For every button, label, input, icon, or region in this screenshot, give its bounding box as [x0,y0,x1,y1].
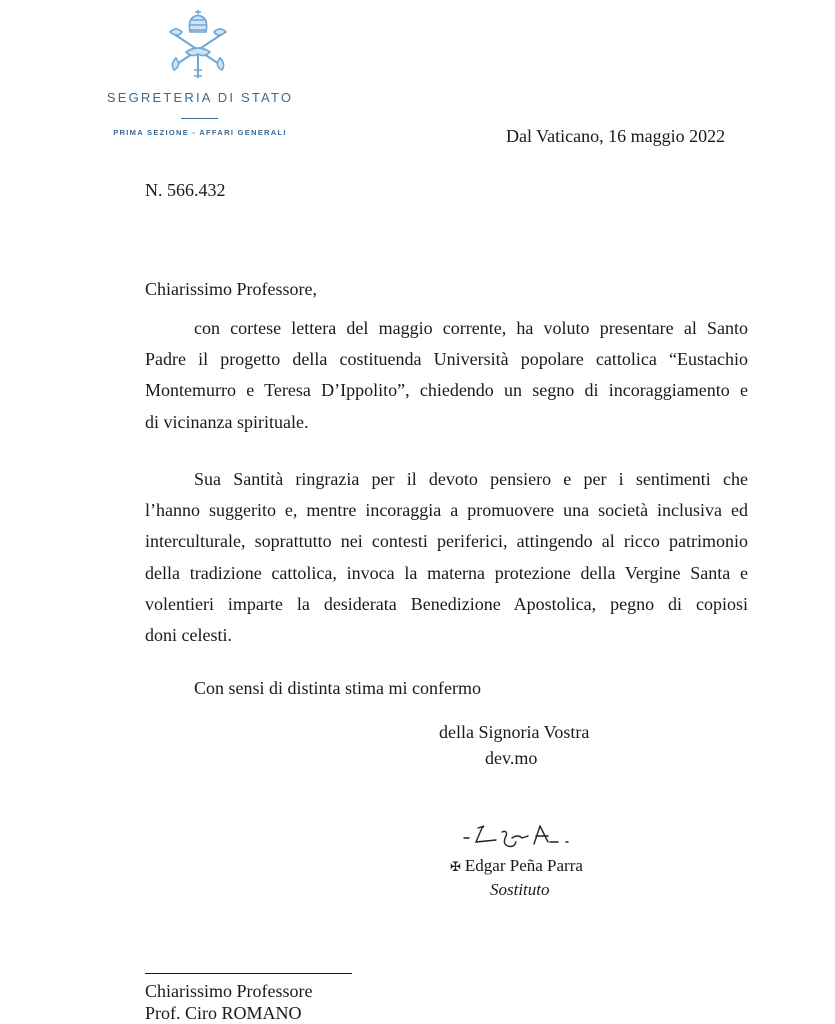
closing-line: Con sensi di distinta stima mi confermo [194,678,481,698]
signatory-name [450,856,583,876]
text-line: volentieri imparte la desiderata Benedizione Apostolica, pegno di copiosi [145,593,748,614]
date-line: Dal Vaticano, 16 maggio 2022 [506,126,726,146]
text-line: interculturale, soprattutto nei contesti periferici, attingendo al ricco patrimonio [145,531,748,552]
signoff-line-2: dev.mo [485,748,538,768]
signatory-name-text: Edgar Peña Parra [464,856,583,875]
text-line: l’hanno suggerito e, mentre incoraggia a promuovere una società inclusiva ed [145,500,748,521]
text-line: doni celesti. [145,624,232,645]
text-line: con cortese lettera del maggio corrente, ha voluto presentare al Santo [194,318,748,338]
text-line: Montemurro e Teresa D’Ippolito”, chiedendo un segno di incoraggiamento e [145,380,748,401]
maltese-cross-icon: ✠ [450,859,461,874]
handwritten-signature-icon [462,822,622,852]
salutation: Chiarissimo Professore, [145,279,317,299]
signatory-title: Sostituto [490,880,550,899]
addressee-divider [145,973,352,974]
addressee-line-1: Chiarissimo Professore [145,981,313,1001]
office-name: SEGRETERIA DI STATO [106,90,294,105]
letterhead-divider [181,118,218,119]
holy-see-emblem-icon [166,8,230,82]
section-name: PRIMA SEZIONE - AFFARI GENERALI [113,128,287,137]
text-line: di vicinanza spirituale. [145,411,309,432]
text-line: Sua Santità ringrazia per il devoto pensiero e per i sentimenti che [194,469,748,489]
body-paragraph-2 [145,464,748,651]
signoff-line-1: della Signoria Vostra [439,722,590,742]
text-line: Padre il progetto della costituenda Università popolare cattolica “Eustachio [145,349,748,370]
protocol-number: N. 566.432 [145,180,226,200]
addressee-line-2: Prof. Ciro ROMANO [145,1003,302,1023]
body-paragraph-1 [145,313,748,438]
text-line: della tradizione cattolica, invoca la materna protezione della Vergine Santa e [145,562,748,583]
